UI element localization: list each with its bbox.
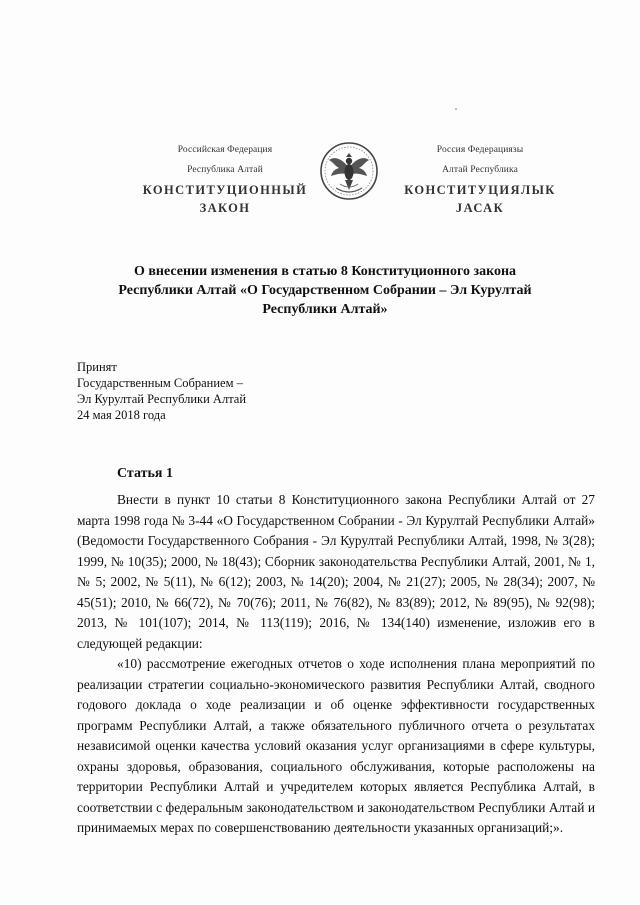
- article-paragraph: «10) рассмотрение ежегодных отчетов о ходе исполнения плана мероприятий по реализации стратегии социально-экономического развития Республики Алтай, сводного годового доклада о ходе реализации и об оценке эффективности государственных программ Республики Алтай, а также обязательного публичного отчета о результатах независимой оценки качества условий оказания услуг организациями в сфере культуры, охраны здоровья, образования, социального обслуживания, которые расположены на территории Республики Алтай и учредителем которых является Республика Алтай, в соответствии с федеральным законодательством и законодательством Республики Алтай и принимаемых мерах по совершенствованию деятельности указанных организаций;».: [77, 656, 595, 835]
- scan-speck: [455, 108, 457, 110]
- header-right-doc-type-2: JАСАК: [455, 201, 505, 215]
- adoption-line: Государственным Собранием –: [77, 376, 243, 390]
- title-line: О внесении изменения в статью 8 Конституционного закона: [133, 264, 517, 279]
- header-right-block: [395, 140, 565, 216]
- document-title: [95, 262, 555, 319]
- header-left-country: Российская Федерация: [177, 145, 273, 155]
- header-right-republic: Алтай Республика: [442, 165, 518, 175]
- coat-of-arms-icon: [318, 138, 380, 204]
- title-line: Республики Алтай»: [262, 302, 388, 317]
- article-body: [77, 490, 595, 839]
- article-heading: Статья 1: [117, 466, 173, 481]
- title-line: Республики Алтай «О Государственном Собрании – Эл Курултай: [118, 283, 532, 298]
- header-left-republic: Республика Алтай: [187, 165, 263, 175]
- adoption-date: 24 мая 2018 года: [77, 408, 166, 422]
- header-left-doc-type: КОНСТИТУЦИОННЫЙ: [142, 183, 308, 197]
- header-right-doc-type: КОНСТИТУЦИЯЛЫК: [404, 183, 556, 197]
- adoption-line: Эл Курултай Республики Алтай: [77, 392, 247, 406]
- header-left-doc-type-2: ЗАКОН: [199, 201, 251, 215]
- header-left-block: [140, 140, 310, 216]
- header-right-country: Россия Федерациязы: [436, 145, 524, 155]
- adoption-block: [77, 359, 246, 423]
- article-paragraph: Внести в пункт 10 статьи 8 Конституционного закона Республики Алтай от 27 марта 1998 года № 3-44 «О Государственном Собрании - Эл Курултай Республики Алтай» (Ведомости Государственного Собрания - Эл Курултай Республики Алтай, 1998, № 3(28); 1999, № 10(35); 2000, № 18(43); Сборник законодательства Республики Алтай, 2001, № 1, № 5; 2002, № 5(11), № 6(12); 2003, № 14(20); 2004, № 21(27); 2005, № 28(34); 2007, № 45(51); 2010, № 66(72), № 70(76); 2011, № 76(82), № 83(89); 2012, № 89(95), № 92(98); 2013, № 101(107); 2014, № 113(119); 2016, № 134(140) изменение, изложив его в следующей редакции:: [77, 492, 595, 651]
- adoption-line: Принят: [77, 360, 117, 374]
